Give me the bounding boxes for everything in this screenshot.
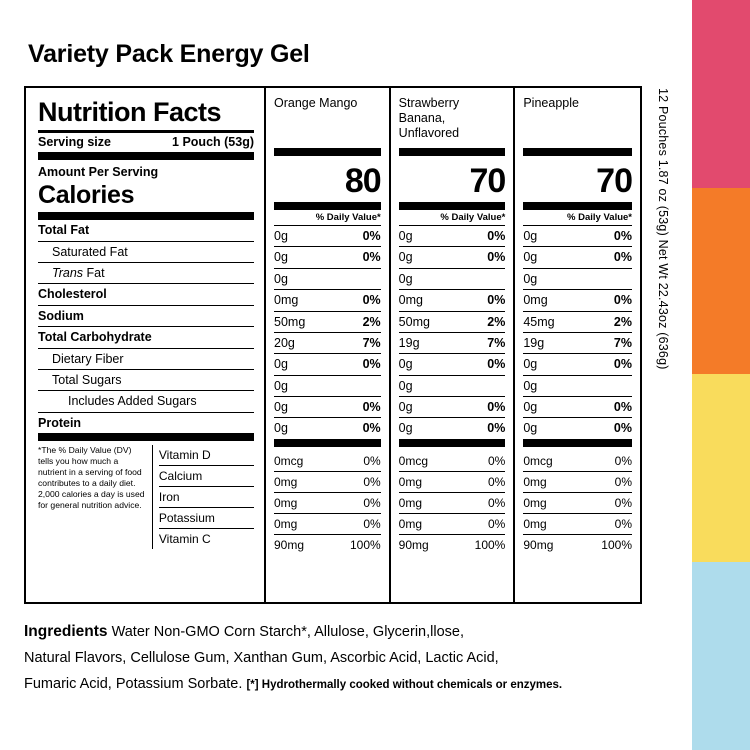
nutrition-facts-panel: [24, 86, 642, 604]
percent: 0%: [488, 453, 506, 468]
amount: 0mcg: [398, 453, 429, 468]
trans-italic: Trans: [52, 266, 84, 281]
amount: 0mg: [523, 474, 547, 489]
amount: 90mg: [398, 537, 429, 552]
value-row-total-sugars: [274, 376, 381, 397]
amount: 0g: [398, 250, 413, 265]
row-label-added-sugars: Includes Added Sugars: [38, 391, 254, 412]
row-label-total-carbohydrate: Total Carbohydrate: [38, 327, 254, 348]
value-row-saturated-fat: [274, 247, 381, 268]
amount: 0mg: [398, 495, 423, 510]
amount: 0mg: [398, 516, 423, 531]
value-row-total-fat: [399, 226, 506, 247]
percent: 0%: [613, 400, 632, 414]
amount: 0g: [523, 250, 538, 265]
amount: 19g: [523, 335, 545, 350]
percent: 0%: [614, 453, 632, 468]
percent: 0%: [614, 516, 632, 531]
amount: 0g: [398, 357, 413, 372]
percent: 2%: [613, 314, 632, 329]
color-swatch-yellow: [692, 374, 750, 562]
value-row-total-sugars: [399, 376, 506, 397]
percent: 0%: [487, 250, 506, 265]
ingredients-text-1: Water Non-GMO Corn Starch*, Allulose, Glycerin,llose,: [111, 624, 464, 640]
percent: 100%: [474, 537, 506, 552]
value-row-added-sugars: [274, 397, 381, 418]
value-row-cholesterol: [274, 290, 381, 311]
percent: 0%: [613, 357, 632, 372]
amount: 0g: [523, 229, 538, 243]
percent: 0%: [362, 250, 381, 265]
nutrition-facts-heading: Nutrition Facts: [38, 97, 222, 127]
row-label-cholesterol: Cholesterol: [38, 284, 254, 305]
serving-size-value: 1 Pouch (53g): [172, 135, 254, 150]
percent: 0%: [487, 421, 506, 436]
amount: 0g: [523, 378, 538, 393]
amount: 0mg: [523, 495, 547, 510]
percent: 0%: [362, 421, 381, 436]
percent: 2%: [362, 314, 381, 329]
row-label-sodium: Sodium: [38, 306, 254, 327]
value-row-total-carbohydrate: [399, 333, 506, 354]
percent: 0%: [363, 474, 381, 489]
value-row-total-fat: [523, 226, 632, 247]
value-row-sodium: [399, 312, 506, 333]
product-title: Variety Pack Energy Gel: [28, 40, 310, 68]
amount: 0g: [398, 229, 413, 243]
vitamin-row-vitamin-c: [274, 535, 381, 555]
percent: 0%: [613, 250, 632, 265]
amount: 20g: [274, 335, 295, 350]
amount: 19g: [398, 335, 420, 350]
vitamin-row-vitamin-d: [274, 451, 381, 472]
ingredients-text-3: Fumaric Acid, Potassium Sorbate.: [24, 675, 243, 692]
vitamin-name-vitamin-d: Vitamin D: [159, 445, 254, 466]
color-swatch-pink: [692, 0, 750, 188]
value-row-total-carbohydrate: [523, 333, 632, 354]
amount: 0mg: [274, 293, 299, 308]
percent: 0%: [362, 357, 381, 372]
value-row-protein: [523, 418, 632, 446]
amount: 0mcg: [523, 453, 553, 468]
vitamin-name-vitamin-c: Vitamin C: [158, 532, 211, 547]
amount: 0g: [274, 250, 288, 265]
amount: 0g: [398, 400, 413, 414]
vitamin-row-vitamin-c: [399, 535, 506, 555]
vitamin-row-calcium: [399, 472, 506, 493]
vitamin-row-calcium: [523, 472, 632, 493]
calories-label: Calories: [38, 181, 135, 210]
value-row-dietary-fiber: [523, 354, 632, 375]
ingredients-footnote: [*] Hydrothermally cooked without chemicals or enzymes.: [246, 678, 563, 691]
amount: 50mg: [398, 314, 430, 329]
percent: 0%: [487, 400, 506, 414]
amount: 0g: [274, 421, 288, 436]
amount: 0g: [523, 271, 538, 286]
value-row-dietary-fiber: [399, 354, 506, 375]
color-swatch-light-blue: [692, 562, 750, 750]
amount: 0g: [274, 357, 288, 372]
percent: 100%: [601, 537, 632, 552]
percent: 7%: [613, 335, 632, 350]
calories-value-strawberry-banana: 70: [469, 162, 506, 200]
row-label-saturated-fat: Saturated Fat: [38, 242, 254, 263]
percent: 0%: [614, 474, 632, 489]
value-row-total-fat: [274, 226, 381, 247]
percent: 7%: [362, 335, 381, 350]
title-smudge: [380, 20, 432, 68]
amount: 0mg: [523, 293, 548, 308]
value-row-added-sugars: [399, 397, 506, 418]
dv-header-strawberry-banana: % Daily Value*: [440, 212, 506, 223]
percent: 0%: [487, 293, 506, 308]
value-row-dietary-fiber: [274, 354, 381, 375]
percent: 0%: [614, 495, 632, 510]
percent: 0%: [487, 229, 506, 243]
vitamin-row-vitamin-c: [523, 535, 632, 555]
percent: 0%: [487, 357, 506, 372]
value-row-cholesterol: [523, 290, 632, 311]
percent: 0%: [613, 229, 632, 243]
value-column-orange-mango: [266, 88, 391, 602]
amount: 0mg: [274, 516, 298, 531]
value-column-strawberry-banana-unflavored: [391, 88, 516, 602]
value-row-saturated-fat: [399, 247, 506, 268]
vitamin-name-iron: Iron: [159, 487, 254, 508]
amount: 50mg: [274, 314, 306, 329]
amount: 0mg: [523, 516, 547, 531]
serving-size-row: [38, 133, 254, 152]
value-row-sodium: [523, 312, 632, 333]
percent: 0%: [363, 516, 381, 531]
amount: 0g: [523, 357, 538, 372]
dv-header-orange-mango: % Daily Value*: [315, 212, 381, 223]
value-row-total-carbohydrate: [274, 333, 381, 354]
amount: 0g: [274, 229, 288, 243]
amount: 0g: [398, 271, 413, 286]
vitamin-row-potassium: [523, 514, 632, 535]
row-label-total-fat: Total Fat: [38, 220, 254, 241]
flavor-name-pineapple: Pineapple: [523, 96, 579, 110]
percent: 0%: [488, 516, 506, 531]
ingredients-line-1: [24, 618, 672, 646]
percent: 0%: [362, 400, 381, 414]
flavor-name-strawberry-banana-unflavored: Strawberry Banana, Unflavored: [398, 96, 460, 140]
percent: 0%: [613, 421, 632, 436]
ingredients-label: Ingredients: [24, 623, 108, 640]
row-label-protein: Protein: [38, 413, 254, 441]
net-weight-text: 12 Pouches 1.87 oz (53g) Net Wt 22.43oz (636g): [656, 88, 670, 370]
amount: 90mg: [274, 537, 305, 552]
nutrient-label-column: [26, 88, 266, 602]
amount: 0mcg: [274, 453, 304, 468]
value-row-trans-fat: [274, 269, 381, 290]
value-row-trans-fat: [399, 269, 506, 290]
value-column-pineapple: [515, 88, 640, 602]
row-label-trans-fat: [38, 263, 254, 284]
ingredients-block: [24, 618, 672, 697]
percent: 0%: [363, 495, 381, 510]
percent: 7%: [487, 335, 506, 350]
vitamin-row-vitamin-d: [523, 451, 632, 472]
amount: 0g: [274, 378, 288, 393]
fat-word: Fat: [86, 266, 105, 281]
daily-value-footnote: *The % Daily Value (DV) tells you how much a nutrient in a serving of food contributes to a daily diet. 2,000 calories a day is used for general nutrition advice.: [38, 445, 145, 511]
value-row-cholesterol: [399, 290, 506, 311]
amount: 0g: [398, 378, 413, 393]
vitamin-name-list: [152, 445, 254, 549]
flavor-name-orange-mango: Orange Mango: [274, 96, 358, 110]
vitamin-row-potassium: [399, 514, 506, 535]
amount: 0mg: [274, 495, 298, 510]
vitamin-row-vitamin-d: [399, 451, 506, 472]
color-swatch-orange: [692, 188, 750, 374]
value-row-trans-fat: [523, 269, 632, 290]
amount: 0mg: [398, 474, 423, 489]
value-row-added-sugars: [523, 397, 632, 418]
dv-header-pineapple: % Daily Value*: [567, 212, 632, 223]
amount: 0mg: [398, 293, 423, 308]
value-row-total-sugars: [523, 376, 632, 397]
amount-per-serving-label: Amount Per Serving: [38, 165, 159, 180]
percent: 0%: [362, 229, 381, 243]
percent: 0%: [488, 495, 506, 510]
vitamin-row-potassium: [274, 514, 381, 535]
amount: 0g: [274, 400, 288, 414]
percent: 0%: [363, 453, 381, 468]
amount: 45mg: [523, 314, 555, 329]
percent: 0%: [488, 474, 506, 489]
value-row-saturated-fat: [523, 247, 632, 268]
percent: 0%: [613, 293, 632, 308]
color-bar: [692, 0, 750, 750]
vitamin-row-iron: [274, 493, 381, 514]
ingredients-line-2: Natural Flavors, Cellulose Gum, Xanthan Gum, Ascorbic Acid, Lactic Acid,: [24, 649, 499, 666]
calories-value-orange-mango: 80: [344, 162, 381, 200]
serving-size-label: Serving size: [38, 135, 111, 150]
value-row-protein: [399, 418, 506, 446]
vitamin-row-iron: [399, 493, 506, 514]
amount: 0g: [523, 400, 538, 414]
amount: 0mg: [274, 474, 298, 489]
value-row-sodium: [274, 312, 381, 333]
row-label-total-sugars: Total Sugars: [38, 370, 254, 391]
amount: 90mg: [523, 537, 554, 552]
amount: 0g: [523, 421, 538, 436]
vitamin-row-calcium: [274, 472, 381, 493]
vitamin-name-potassium: Potassium: [159, 508, 254, 529]
ingredients-line-3: [24, 672, 672, 698]
vitamin-row-iron: [523, 493, 632, 514]
calories-value-pineapple: 70: [596, 162, 632, 200]
percent: 100%: [349, 537, 381, 552]
amount: 0g: [398, 421, 413, 436]
amount: 0g: [274, 271, 288, 286]
ingredients-smudge: [505, 620, 545, 642]
value-row-protein: [274, 418, 381, 446]
row-label-dietary-fiber: Dietary Fiber: [38, 349, 254, 370]
percent: 0%: [362, 293, 381, 308]
vitamin-name-calcium: Calcium: [159, 466, 254, 487]
footnote-and-vitamin-names: [38, 445, 254, 549]
percent: 2%: [487, 314, 506, 329]
